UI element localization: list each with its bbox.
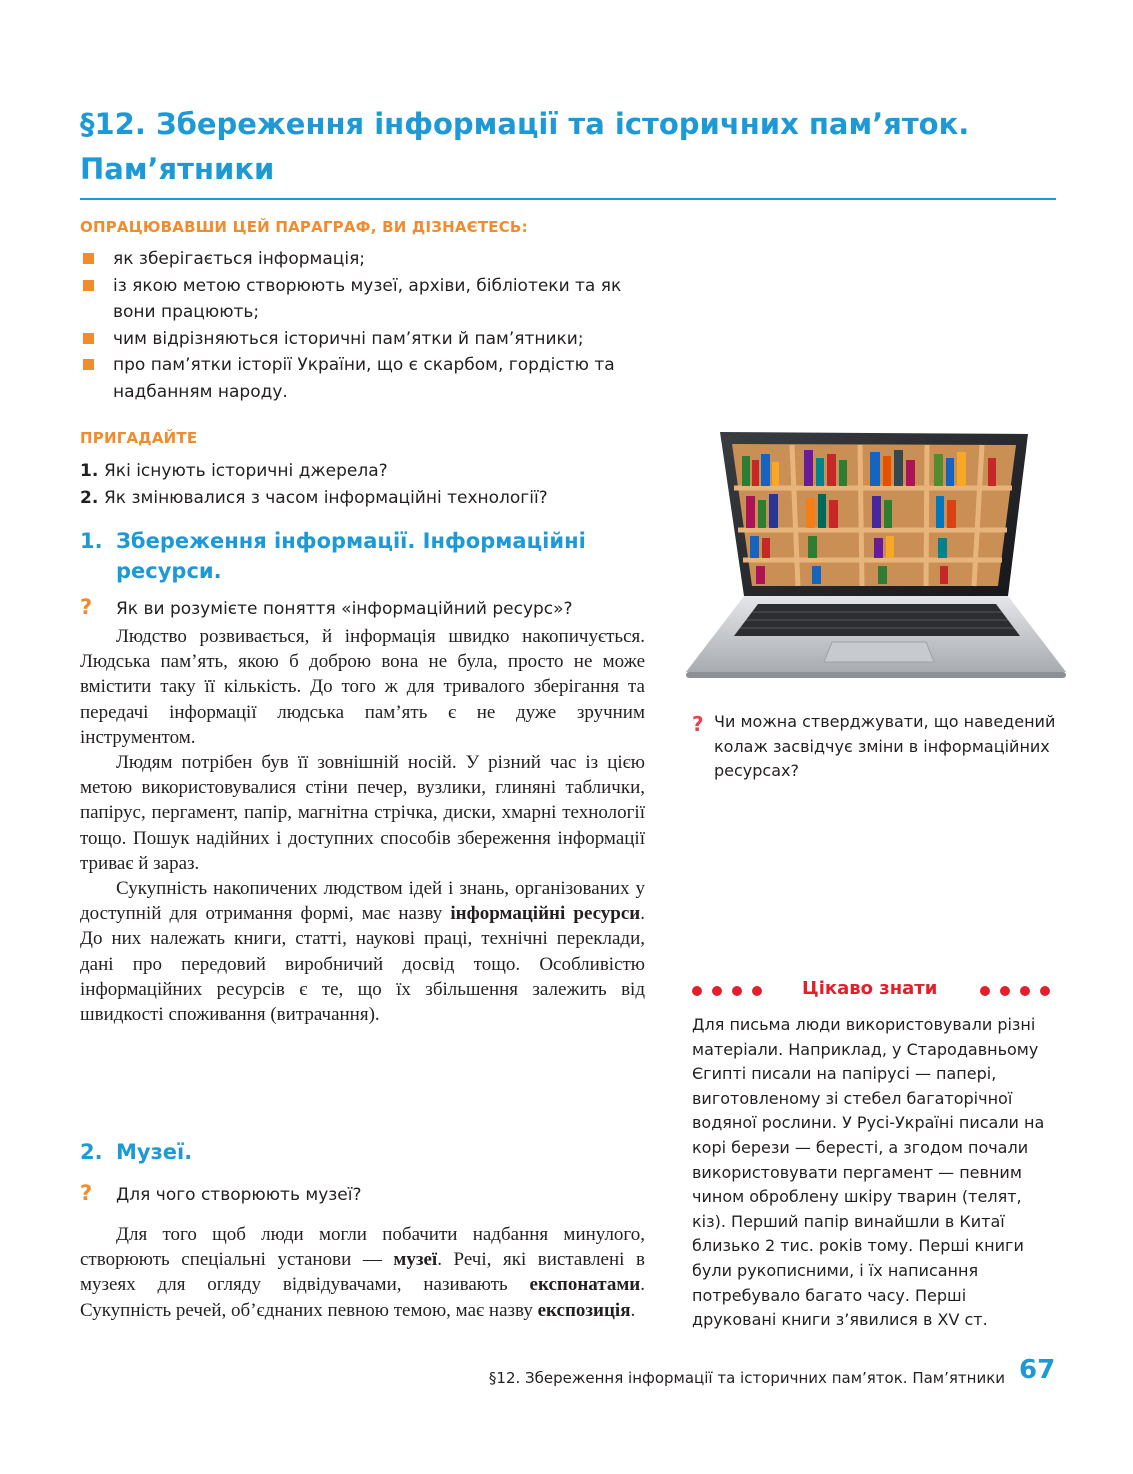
list-item: із якою метою створюють музеї, архіви, бібліотеки та як вони працюють; [80,273,650,326]
fact-box-heading: Цікаво знати [692,978,1060,1006]
square-bullet-icon [83,333,94,344]
square-bullet-icon [83,280,94,291]
term-bold: музеї [393,1249,438,1271]
dots-decoration-icon [692,986,762,996]
section2-heading: 2. Музеї. [80,1140,193,1164]
paragraph: Людство розвивається, й інформація швидко накопичується. Людська пам’ять, якою б доброю вона не була, просто не може вмістити таку її кількість. До того ж для тривалого зберігання та передачі інформації людська пам’ять є не дуже зручним інструментом. [80,626,645,748]
term-bold: експонатами [529,1274,641,1296]
square-bullet-icon [83,253,94,264]
page-title-line1: §12. Збереження інформації та історичних пам’яток. [80,107,970,141]
square-bullet-icon [83,359,94,370]
question-icon: ? [80,1181,93,1205]
intro-list [80,246,650,405]
intro-heading: ОПРАЦЮВАВШИ ЦЕЙ ПАРАГРАФ, ВИ ДІЗНАЄТЕСЬ: [80,218,528,236]
section1-question: ? Як ви розумієте поняття «інформаційний ресурс»? [80,595,573,619]
term-bold: експозиція [537,1299,631,1321]
list-item: про пам’ятки історії України, що є скарбом, гордістю та надбанням народу. [80,352,650,405]
dots-decoration-icon [980,986,1050,996]
laptop-icon [682,420,1068,692]
image-caption: ? Чи можна стверджувати, що наведений колаж засвідчує зміни в інформаційних ресурсах? [692,712,1056,780]
section1-body [80,624,645,1027]
question-icon: ? [80,595,93,619]
fact-box-text: Для письма люди використовували різні матеріали. Наприклад, у Стародавньому Єгипті писали на папірусі — папері, виготовленому зі стебел багаторічної водяної рослини. У Русі-Україні писали на корі берези — бересті, а згодом почали використовувати пергамент — певним чином оброблену шкіру тварин (телят, кіз). Перший папір винайшли в Китаї близько 2 тис. років тому. Перші книги були рукописними, і їх написання потребувало багато часу. Перші друковані книги з’явилися в XV ст. [692,1015,1045,1330]
list-item: як зберігається інформація; [80,246,650,273]
list-item: 1. Які існують історичні джерела? [80,461,388,481]
title-divider [80,198,1056,200]
paragraph: Сукупність накопичених людством ідей і знань, організованих у доступній для отримання формі, має назву інформаційні ресурси. До них належать книги, статті, наукові праці, технічні переклади, дані про передовий виробничий досвід тощо. Особливістю інформаційних ресурсів є те, що їх збільшення залежить від швидкості споживання (витрачання). [80,878,645,1026]
section1-heading: 1. Збереження інформації. Інформаційні ресурси. [80,529,586,583]
list-item: чим відрізняються історичні пам’ятки й пам’ятники; [80,326,650,353]
list-item: 2. Як змінювалися з часом інформаційні технології? [80,488,548,508]
recall-heading: ПРИГАДАЙТЕ [80,429,198,447]
term-bold: інформаційні ресурси [450,903,641,925]
page-title [80,102,1060,192]
section2-question: ? Для чого створюють музеї? [80,1181,362,1205]
running-footer: §12. Збереження інформації та історичних пам’яток. Пам’ятники [488,1369,1005,1387]
section2-body [80,1222,645,1323]
page-title-line2: Пам’ятники [80,152,275,186]
recall-list [80,458,650,512]
paragraph: Для того щоб люди могли побачити надбання минулого, створюють спеціальні установи — музеї. Речі, які виставлені в музеях для огляду відвідувачами, називають експонатами. Сукупність речей, об’єднаних певною темою, має назву експозиція. [80,1224,645,1321]
question-icon: ? [692,712,704,736]
paragraph: Людям потрібен був її зовнішній носій. У різний час із цією метою використовувалися стіни печер, вузлики, глиняні таблички, папірус, пергамент, папір, магнітна стрічка, диски, хмарні технології тощо. Пошук надійних і доступних способів збереження інформації триває й зараз. [80,752,645,874]
page-number: 67 [1019,1355,1056,1385]
laptop-bookshelf-image [682,420,1068,692]
